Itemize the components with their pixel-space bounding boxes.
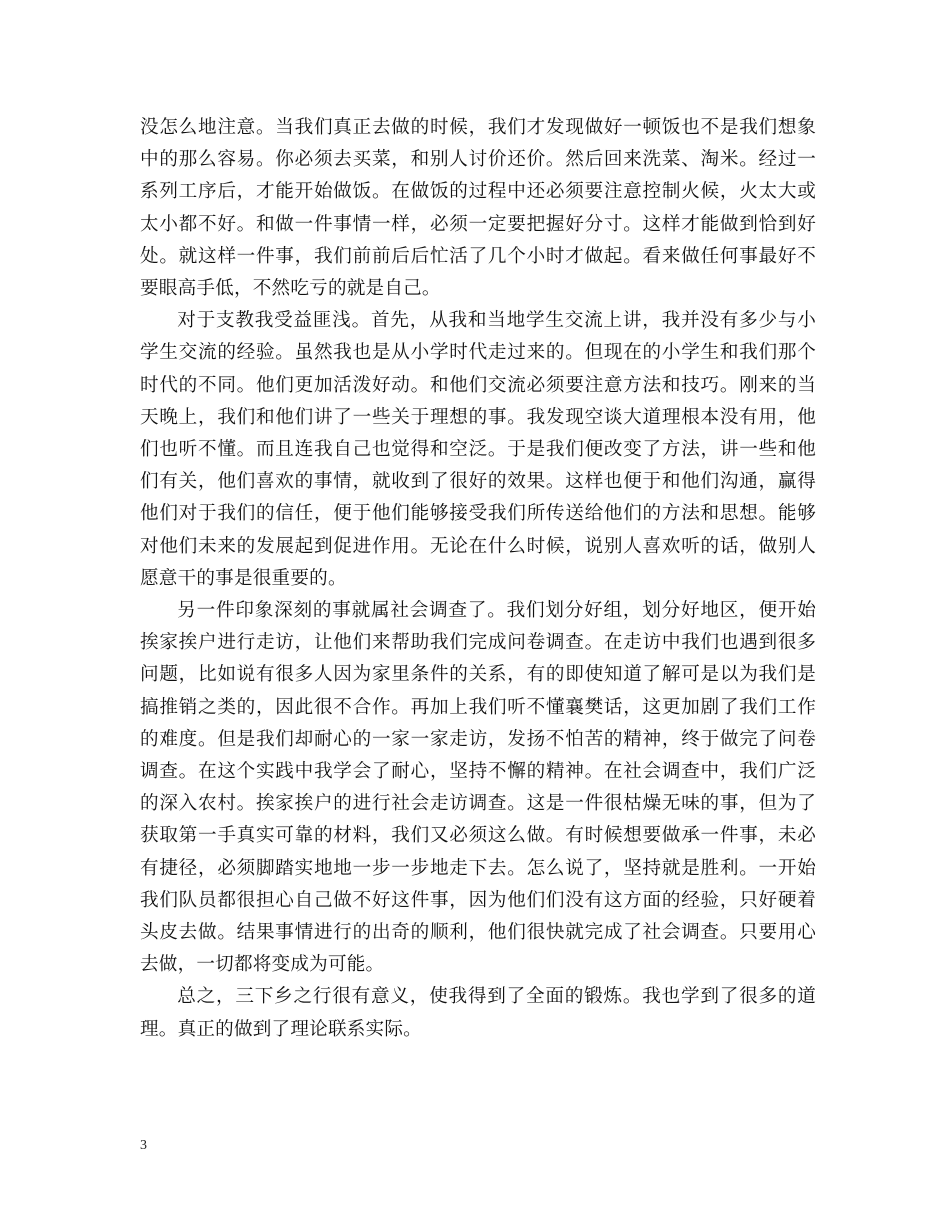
document-body [140,112,816,1046]
paragraph-3: 另一件印象深刻的事就属社会调查了。我们划分好组，划分好地区，便开始挨家挨户进行走访，让他们来帮助我们完成问卷调查。在走访中我们也遇到很多问题，比如说有很多人因为家里条件的关系，有的即使知道了解可是以为我们是搞推销之类的，因此很不合作。再加上我们听不懂襄樊话，这更加剧了我们工作的难度。但是我们却耐心的一家一家走访，发扬不怕苦的精神，终于做完了问卷调查。在这个实践中我学会了耐心，坚持不懈的精神。在社会调查中，我们广泛的深入农村。挨家挨户的进行社会走访调查。这是一件很枯燥无味的事，但为了获取第一手真实可靠的材料，我们又必须这么做。有时候想要做承一件事，未必有捷径，必须脚踏实地地一步一步地走下去。怎么说了，坚持就是胜利。一开始我们队员都很担心自己做不好这件事，因为他们们没有这方面的经验，只好硬着头皮去做。结果事情进行的出奇的顺利，他们很快就完成了社会调查。只要用心去做，一切都将变成为可能。 [140,600,816,976]
paragraph-1: 没怎么地注意。当我们真正去做的时候，我们才发现做好一顿饭也不是我们想象中的那么容易。你必须去买菜，和别人讨价还价。然后回来洗菜、淘米。经过一系列工序后，才能开始做饭。在做饭的过程中还必须要注意控制火候，火太大或太小都不好。和做一件事情一样，必须一定要把握好分寸。这样才能做到恰到好处。就这样一件事，我们前前后后忙活了几个小时才做起。看来做任何事最好不要眼高手低，不然吃亏的就是自己。 [140,117,816,300]
paragraph-2: 对于支教我受益匪浅。首先，从我和当地学生交流上讲，我并没有多少与小学生交流的经验。虽然我也是从小学时代走过来的。但现在的小学生和我们那个时代的不同。他们更加活泼好动。和他们交流必须要注意方法和技巧。刚来的当天晚上，我们和他们讲了一些关于理想的事。我发现空谈大道理根本没有用，他们也听不懂。而且连我自己也觉得和空泛。于是我们便改变了方法，讲一些和他们有关，他们喜欢的事情，就收到了很好的效果。这样也便于和他们沟通，赢得他们对于我们的信任，便于他们能够接受我们所传送给他们的方法和思想。能够对他们未来的发展起到促进作用。无论在什么时候，说别人喜欢听的话，做别人愿意干的事是很重要的。 [140,310,816,589]
page-number: 3 [140,1138,147,1153]
paragraph-4: 总之，三下乡之行很有意义，使我得到了全面的锻炼。我也学到了很多的道理。真正的做到了理论联系实际。 [140,986,816,1040]
